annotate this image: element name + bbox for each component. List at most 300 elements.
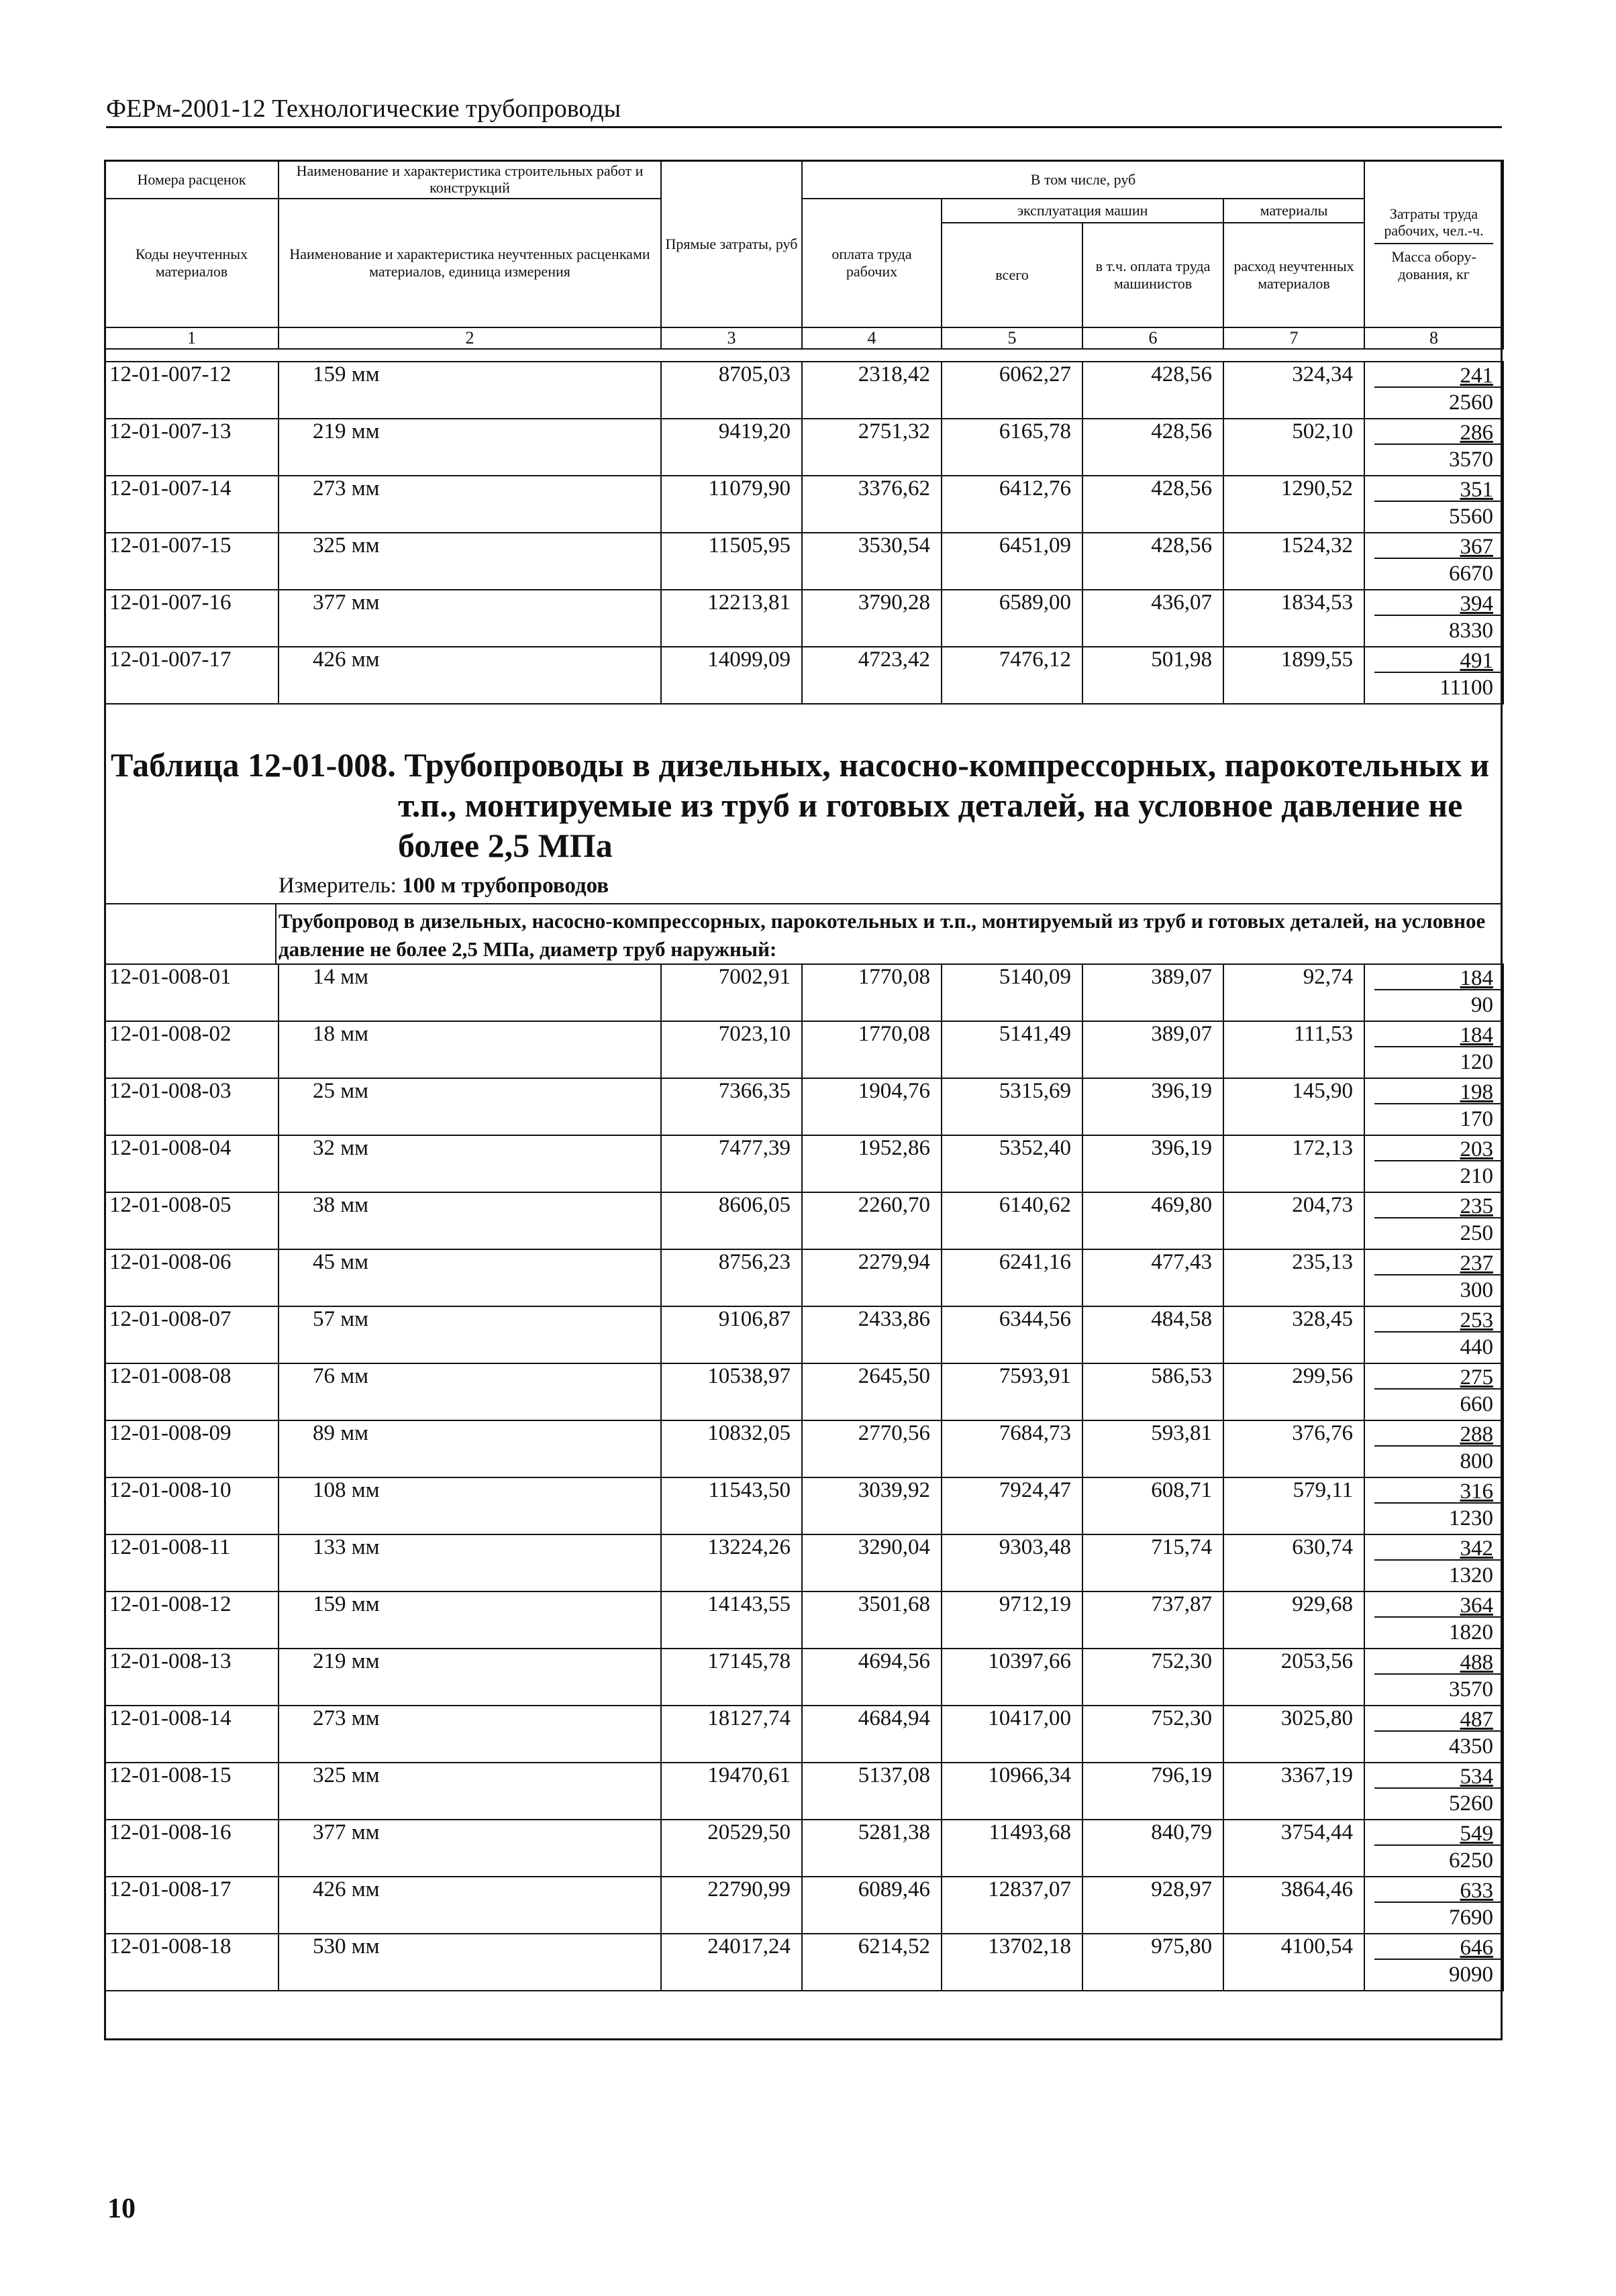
labor-and-mass — [1364, 1021, 1503, 1078]
labor-pay: 5281,38 — [802, 1820, 942, 1877]
work-name: 159 мм — [279, 362, 661, 419]
labor-pay: 4684,94 — [802, 1706, 942, 1763]
table-row — [105, 647, 1503, 704]
machinists-pay: 752,30 — [1082, 1706, 1223, 1763]
machinists-pay: 928,97 — [1082, 1877, 1223, 1934]
machines-total: 12837,07 — [942, 1877, 1082, 1934]
labor-and-mass — [1364, 1078, 1503, 1135]
work-name: 426 мм — [279, 647, 661, 704]
rate-code: 12-01-008-16 — [105, 1820, 279, 1877]
machinists-pay: 484,58 — [1082, 1306, 1223, 1363]
materials-cost: 235,13 — [1223, 1249, 1364, 1306]
equipment-mass: 90 — [1471, 993, 1493, 1017]
rates-table-007 — [104, 361, 1504, 705]
labor-hours: 203 — [1374, 1136, 1503, 1161]
direct-costs: 24017,24 — [661, 1934, 802, 1991]
labor-pay: 4694,56 — [802, 1649, 942, 1706]
machinists-pay: 840,79 — [1082, 1820, 1223, 1877]
divider — [275, 903, 276, 963]
labor-hours: 184 — [1374, 1022, 1503, 1047]
materials-cost: 4100,54 — [1223, 1934, 1364, 1991]
labor-hours: 549 — [1374, 1820, 1503, 1846]
rate-code: 12-01-007-17 — [105, 647, 279, 704]
labor-pay: 3039,92 — [802, 1477, 942, 1534]
rate-code: 12-01-008-08 — [105, 1363, 279, 1420]
work-name: 377 мм — [279, 590, 661, 647]
direct-costs: 14143,55 — [661, 1591, 802, 1649]
materials-cost: 111,53 — [1223, 1021, 1364, 1078]
labor-pay: 5137,08 — [802, 1763, 942, 1820]
labor-and-mass — [1364, 1934, 1503, 1991]
direct-costs: 11543,50 — [661, 1477, 802, 1534]
equipment-mass: 3570 — [1449, 1677, 1493, 1702]
machinists-pay: 428,56 — [1082, 362, 1223, 419]
work-name: 426 мм — [279, 1877, 661, 1934]
work-name: 377 мм — [279, 1820, 661, 1877]
equipment-mass: 800 — [1460, 1449, 1493, 1473]
col1-header-bottom: Коды неучтенных материалов — [105, 199, 279, 327]
table-row — [105, 1934, 1503, 1991]
labor-and-mass — [1364, 1306, 1503, 1363]
labor-pay: 3530,54 — [802, 533, 942, 590]
machinists-pay: 389,07 — [1082, 964, 1223, 1021]
machines-total: 13702,18 — [942, 1934, 1082, 1991]
labor-pay: 2260,70 — [802, 1192, 942, 1249]
materials-cost: 3864,46 — [1223, 1877, 1364, 1934]
table-row — [105, 1306, 1503, 1363]
materials-cost: 3754,44 — [1223, 1820, 1364, 1877]
table-row — [105, 1249, 1503, 1306]
labor-and-mass — [1364, 1249, 1503, 1306]
work-name: 38 мм — [279, 1192, 661, 1249]
column-number: 4 — [802, 327, 942, 349]
labor-hours: 237 — [1374, 1250, 1503, 1275]
materials-cost: 328,45 — [1223, 1306, 1364, 1363]
machinists-pay: 715,74 — [1082, 1534, 1223, 1591]
work-name: 18 мм — [279, 1021, 661, 1078]
equipment-mass: 6670 — [1449, 562, 1493, 586]
equipment-mass: 2560 — [1449, 390, 1493, 415]
machines-total: 10966,34 — [942, 1763, 1082, 1820]
equipment-mass: 210 — [1460, 1164, 1493, 1188]
equipment-mass: 9090 — [1449, 1963, 1493, 1987]
column-number: 7 — [1223, 327, 1364, 349]
labor-hours: 288 — [1374, 1421, 1503, 1447]
materials-cost: 92,74 — [1223, 964, 1364, 1021]
direct-costs: 8606,05 — [661, 1192, 802, 1249]
rate-code: 12-01-007-15 — [105, 533, 279, 590]
work-name: 219 мм — [279, 419, 661, 476]
rate-code: 12-01-007-14 — [105, 476, 279, 533]
machines-total: 5315,69 — [942, 1078, 1082, 1135]
materials-cost: 172,13 — [1223, 1135, 1364, 1192]
labor-and-mass — [1364, 1363, 1503, 1420]
col3-header: Прямые затраты, руб — [661, 160, 802, 327]
direct-costs: 8756,23 — [661, 1249, 802, 1306]
labor-pay: 2433,86 — [802, 1306, 942, 1363]
labor-hours: 184 — [1374, 965, 1503, 990]
machines-total: 10397,66 — [942, 1649, 1082, 1706]
labor-and-mass — [1364, 1706, 1503, 1763]
machinists-pay: 975,80 — [1082, 1934, 1223, 1991]
direct-costs: 7477,39 — [661, 1135, 802, 1192]
labor-pay: 1952,86 — [802, 1135, 942, 1192]
labor-pay: 2751,32 — [802, 419, 942, 476]
labor-pay: 3376,62 — [802, 476, 942, 533]
equipment-mass: 170 — [1460, 1107, 1493, 1131]
machines-total: 5141,49 — [942, 1021, 1082, 1078]
col2-header-bottom: Наименование и характеристика неучтенных расценками материалов, единица измерения — [279, 199, 661, 327]
materials-cost: 1290,52 — [1223, 476, 1364, 533]
table-row — [105, 1591, 1503, 1649]
rate-code: 12-01-007-16 — [105, 590, 279, 647]
table-row — [105, 1078, 1503, 1135]
machines-total: 7924,47 — [942, 1477, 1082, 1534]
machines-total: 7476,12 — [942, 647, 1082, 704]
work-name: 325 мм — [279, 1763, 661, 1820]
work-name: 32 мм — [279, 1135, 661, 1192]
col6-header: в т.ч. оплата труда машинистов — [1082, 223, 1223, 327]
table-row — [105, 964, 1503, 1021]
table-row — [105, 476, 1503, 533]
rate-code: 12-01-008-10 — [105, 1477, 279, 1534]
direct-costs: 11079,90 — [661, 476, 802, 533]
labor-hours: 253 — [1374, 1307, 1503, 1333]
labor-and-mass — [1364, 1763, 1503, 1820]
rate-code: 12-01-008-09 — [105, 1420, 279, 1477]
machines-total: 5352,40 — [942, 1135, 1082, 1192]
col2-header-top: Наименование и характеристика строительных работ и конструкций — [279, 160, 661, 199]
direct-costs: 18127,74 — [661, 1706, 802, 1763]
labor-and-mass — [1364, 1135, 1503, 1192]
labor-hours: 491 — [1374, 647, 1503, 673]
materials-cost: 1899,55 — [1223, 647, 1364, 704]
column-number: 3 — [661, 327, 802, 349]
labor-and-mass — [1364, 362, 1503, 419]
divider — [104, 903, 1503, 904]
machinists-pay: 469,80 — [1082, 1192, 1223, 1249]
materials-cost: 299,56 — [1223, 1363, 1364, 1420]
direct-costs: 7023,10 — [661, 1021, 802, 1078]
direct-costs: 8705,03 — [661, 362, 802, 419]
materials-cost: 3025,80 — [1223, 1706, 1364, 1763]
table-row — [105, 533, 1503, 590]
page-number: 10 — [107, 2193, 136, 2224]
meter-label: Измеритель: — [279, 874, 397, 898]
materials-cost: 929,68 — [1223, 1591, 1364, 1649]
machines-total: 6451,09 — [942, 533, 1082, 590]
materials-header: материалы — [1223, 199, 1364, 223]
labor-hours: 364 — [1374, 1592, 1503, 1618]
equipment-mass: 440 — [1460, 1335, 1493, 1359]
labor-and-mass — [1364, 1877, 1503, 1934]
equipment-mass: 660 — [1460, 1392, 1493, 1416]
machinists-pay: 796,19 — [1082, 1763, 1223, 1820]
labor-hours: 241 — [1374, 362, 1503, 388]
work-name: 325 мм — [279, 533, 661, 590]
rate-code: 12-01-008-05 — [105, 1192, 279, 1249]
machinists-pay: 428,56 — [1082, 476, 1223, 533]
labor-pay: 2645,50 — [802, 1363, 942, 1420]
materials-cost: 579,11 — [1223, 1477, 1364, 1534]
work-name: 159 мм — [279, 1591, 661, 1649]
table-row — [105, 1820, 1503, 1877]
work-name: 45 мм — [279, 1249, 661, 1306]
direct-costs: 20529,50 — [661, 1820, 802, 1877]
labor-pay: 4723,42 — [802, 647, 942, 704]
table-row — [105, 1135, 1503, 1192]
col4-header: оплата труда рабочих — [802, 199, 942, 327]
machines-total: 9712,19 — [942, 1591, 1082, 1649]
machinists-pay: 586,53 — [1082, 1363, 1223, 1420]
direct-costs: 7366,35 — [661, 1078, 802, 1135]
rate-code: 12-01-008-13 — [105, 1649, 279, 1706]
work-name: 57 мм — [279, 1306, 661, 1363]
rate-code: 12-01-008-14 — [105, 1706, 279, 1763]
direct-costs: 13224,26 — [661, 1534, 802, 1591]
materials-cost: 1834,53 — [1223, 590, 1364, 647]
work-name: 530 мм — [279, 1934, 661, 1991]
work-name: 14 мм — [279, 964, 661, 1021]
direct-costs: 12213,81 — [661, 590, 802, 647]
machines-total: 6140,62 — [942, 1192, 1082, 1249]
work-name: 273 мм — [279, 1706, 661, 1763]
labor-pay: 2770,56 — [802, 1420, 942, 1477]
materials-cost: 502,10 — [1223, 419, 1364, 476]
col8-header-top: Затраты труда рабочих, чел.-ч. — [1374, 201, 1493, 245]
col8-header — [1364, 160, 1503, 327]
labor-hours: 286 — [1374, 419, 1503, 445]
labor-and-mass — [1364, 1477, 1503, 1534]
labor-and-mass — [1364, 533, 1503, 590]
materials-cost: 324,34 — [1223, 362, 1364, 419]
machinists-pay: 593,81 — [1082, 1420, 1223, 1477]
labor-and-mass — [1364, 1649, 1503, 1706]
direct-costs: 22790,99 — [661, 1877, 802, 1934]
table-row — [105, 419, 1503, 476]
labor-hours: 316 — [1374, 1478, 1503, 1504]
direct-costs: 17145,78 — [661, 1649, 802, 1706]
equipment-mass: 7690 — [1449, 1906, 1493, 1930]
column-header — [104, 160, 1504, 350]
column-number: 5 — [942, 327, 1082, 349]
direct-costs: 10832,05 — [661, 1420, 802, 1477]
rate-code: 12-01-008-18 — [105, 1934, 279, 1991]
materials-cost: 204,73 — [1223, 1192, 1364, 1249]
col5-header: всего — [942, 223, 1082, 327]
column-number: 6 — [1082, 327, 1223, 349]
labor-pay: 1770,08 — [802, 1021, 942, 1078]
col8-header-bottom: Масса обору-дования, кг — [1391, 248, 1476, 282]
machinists-pay: 396,19 — [1082, 1078, 1223, 1135]
labor-and-mass — [1364, 1192, 1503, 1249]
table-row — [105, 1877, 1503, 1934]
machines-total: 6241,16 — [942, 1249, 1082, 1306]
equipment-mass: 5560 — [1449, 505, 1493, 529]
section-description: Трубопровод в дизельных, насосно-компрессорных, парокотельных и т.п., монтируемый из труб и готовых деталей, на условное давление не более 2,5 МПа, диаметр труб наружный: — [279, 909, 1486, 961]
table-row — [105, 1763, 1503, 1820]
direct-costs: 19470,61 — [661, 1763, 802, 1820]
labor-hours: 367 — [1374, 533, 1503, 559]
rate-code: 12-01-008-02 — [105, 1021, 279, 1078]
column-number: 8 — [1364, 327, 1503, 349]
labor-hours: 342 — [1374, 1535, 1503, 1561]
incl-header: В том числе, руб — [802, 160, 1364, 199]
rates-table-008 — [104, 963, 1504, 1991]
direct-costs: 9106,87 — [661, 1306, 802, 1363]
rate-code: 12-01-007-13 — [105, 419, 279, 476]
table-row — [105, 1192, 1503, 1249]
machines-total: 9303,48 — [942, 1534, 1082, 1591]
labor-pay: 1770,08 — [802, 964, 942, 1021]
machines-total: 6412,76 — [942, 476, 1082, 533]
materials-cost: 1524,32 — [1223, 533, 1364, 590]
labor-pay: 3790,28 — [802, 590, 942, 647]
labor-hours: 351 — [1374, 476, 1503, 502]
labor-pay: 6089,46 — [802, 1877, 942, 1934]
rate-code: 12-01-008-15 — [105, 1763, 279, 1820]
materials-cost: 376,76 — [1223, 1420, 1364, 1477]
labor-and-mass — [1364, 1534, 1503, 1591]
labor-pay: 3501,68 — [802, 1591, 942, 1649]
machinists-pay: 752,30 — [1082, 1649, 1223, 1706]
equipment-mass: 4350 — [1449, 1734, 1493, 1759]
col1-header-top: Номера расценок — [105, 160, 279, 199]
machines-total: 7593,91 — [942, 1363, 1082, 1420]
work-name: 273 мм — [279, 476, 661, 533]
equipment-mass: 1230 — [1449, 1506, 1493, 1530]
table-row — [105, 1649, 1503, 1706]
materials-cost: 2053,56 — [1223, 1649, 1364, 1706]
table-title-line1: Таблица 12-01-008. Трубопроводы в дизельных, насосно-компрессорных, парокотельных и — [111, 746, 1490, 784]
rate-code: 12-01-007-12 — [105, 362, 279, 419]
machinists-pay: 396,19 — [1082, 1135, 1223, 1192]
labor-hours: 534 — [1374, 1763, 1503, 1789]
equipment-mass: 1820 — [1449, 1620, 1493, 1645]
column-numbers-row — [105, 327, 1503, 349]
direct-costs: 14099,09 — [661, 647, 802, 704]
labor-and-mass — [1364, 419, 1503, 476]
column-number: 2 — [279, 327, 661, 349]
rate-code: 12-01-008-03 — [105, 1078, 279, 1135]
direct-costs: 9419,20 — [661, 419, 802, 476]
work-name: 133 мм — [279, 1534, 661, 1591]
labor-pay: 6214,52 — [802, 1934, 942, 1991]
work-name: 89 мм — [279, 1420, 661, 1477]
table-title — [111, 745, 1493, 866]
labor-and-mass — [1364, 647, 1503, 704]
rate-code: 12-01-008-17 — [105, 1877, 279, 1934]
labor-pay: 2318,42 — [802, 362, 942, 419]
work-name: 25 мм — [279, 1078, 661, 1135]
labor-hours: 394 — [1374, 590, 1503, 616]
labor-hours: 275 — [1374, 1364, 1503, 1390]
materials-cost: 630,74 — [1223, 1534, 1364, 1591]
meter-value: 100 м трубопроводов — [402, 874, 609, 898]
labor-hours: 633 — [1374, 1877, 1503, 1903]
labor-hours: 646 — [1374, 1934, 1503, 1960]
labor-hours: 198 — [1374, 1079, 1503, 1104]
machines-total: 6589,00 — [942, 590, 1082, 647]
measurement-unit — [279, 874, 609, 898]
direct-costs: 11505,95 — [661, 533, 802, 590]
machines-total: 6165,78 — [942, 419, 1082, 476]
equipment-mass: 5260 — [1449, 1791, 1493, 1816]
labor-and-mass — [1364, 1820, 1503, 1877]
table-title-line3: более 2,5 МПа — [398, 827, 613, 864]
machinists-pay: 436,07 — [1082, 590, 1223, 647]
machines-total: 6344,56 — [942, 1306, 1082, 1363]
equipment-mass: 120 — [1460, 1050, 1493, 1074]
materials-cost: 3367,19 — [1223, 1763, 1364, 1820]
equipment-mass: 8330 — [1449, 619, 1493, 643]
machinists-pay: 501,98 — [1082, 647, 1223, 704]
table-row — [105, 1477, 1503, 1534]
labor-and-mass — [1364, 964, 1503, 1021]
table-title-line2: т.п., монтируемые из труб и готовых деталей, на условное давление не — [398, 786, 1463, 824]
equipment-mass: 3570 — [1449, 448, 1493, 472]
equipment-mass: 300 — [1460, 1278, 1493, 1302]
machines-header: эксплуатация машин — [942, 199, 1223, 223]
column-number: 1 — [105, 327, 279, 349]
rate-code: 12-01-008-12 — [105, 1591, 279, 1649]
table-row — [105, 1420, 1503, 1477]
machinists-pay: 608,71 — [1082, 1477, 1223, 1534]
rate-code: 12-01-008-06 — [105, 1249, 279, 1306]
direct-costs: 10538,97 — [661, 1363, 802, 1420]
equipment-mass: 250 — [1460, 1221, 1493, 1245]
machinists-pay: 737,87 — [1082, 1591, 1223, 1649]
labor-and-mass — [1364, 476, 1503, 533]
table-row — [105, 590, 1503, 647]
table-row — [105, 362, 1503, 419]
direct-costs: 7002,91 — [661, 964, 802, 1021]
table-row — [105, 1363, 1503, 1420]
labor-pay: 3290,04 — [802, 1534, 942, 1591]
page-header: ФЕРм-2001-12 Технологические трубопроводы — [106, 94, 1502, 128]
table-row — [105, 1534, 1503, 1591]
rate-code: 12-01-008-01 — [105, 964, 279, 1021]
machines-total: 10417,00 — [942, 1706, 1082, 1763]
machinists-pay: 389,07 — [1082, 1021, 1223, 1078]
machinists-pay: 428,56 — [1082, 419, 1223, 476]
labor-hours: 487 — [1374, 1706, 1503, 1732]
table-row — [105, 1706, 1503, 1763]
machinists-pay: 477,43 — [1082, 1249, 1223, 1306]
machines-total: 6062,27 — [942, 362, 1082, 419]
labor-and-mass — [1364, 590, 1503, 647]
labor-hours: 488 — [1374, 1649, 1503, 1675]
rate-code: 12-01-008-11 — [105, 1534, 279, 1591]
labor-hours: 235 — [1374, 1193, 1503, 1218]
equipment-mass: 11100 — [1439, 676, 1493, 700]
labor-pay: 1904,76 — [802, 1078, 942, 1135]
machinists-pay: 428,56 — [1082, 533, 1223, 590]
table-row — [105, 1021, 1503, 1078]
equipment-mass: 1320 — [1449, 1563, 1493, 1587]
materials-cost: 145,90 — [1223, 1078, 1364, 1135]
labor-pay: 2279,94 — [802, 1249, 942, 1306]
col7-header: расход неучтенных материалов — [1223, 223, 1364, 327]
rate-code: 12-01-008-04 — [105, 1135, 279, 1192]
work-name: 76 мм — [279, 1363, 661, 1420]
machines-total: 11493,68 — [942, 1820, 1082, 1877]
machines-total: 5140,09 — [942, 964, 1082, 1021]
work-name: 219 мм — [279, 1649, 661, 1706]
machines-total: 7684,73 — [942, 1420, 1082, 1477]
equipment-mass: 6250 — [1449, 1848, 1493, 1873]
rate-code: 12-01-008-07 — [105, 1306, 279, 1363]
